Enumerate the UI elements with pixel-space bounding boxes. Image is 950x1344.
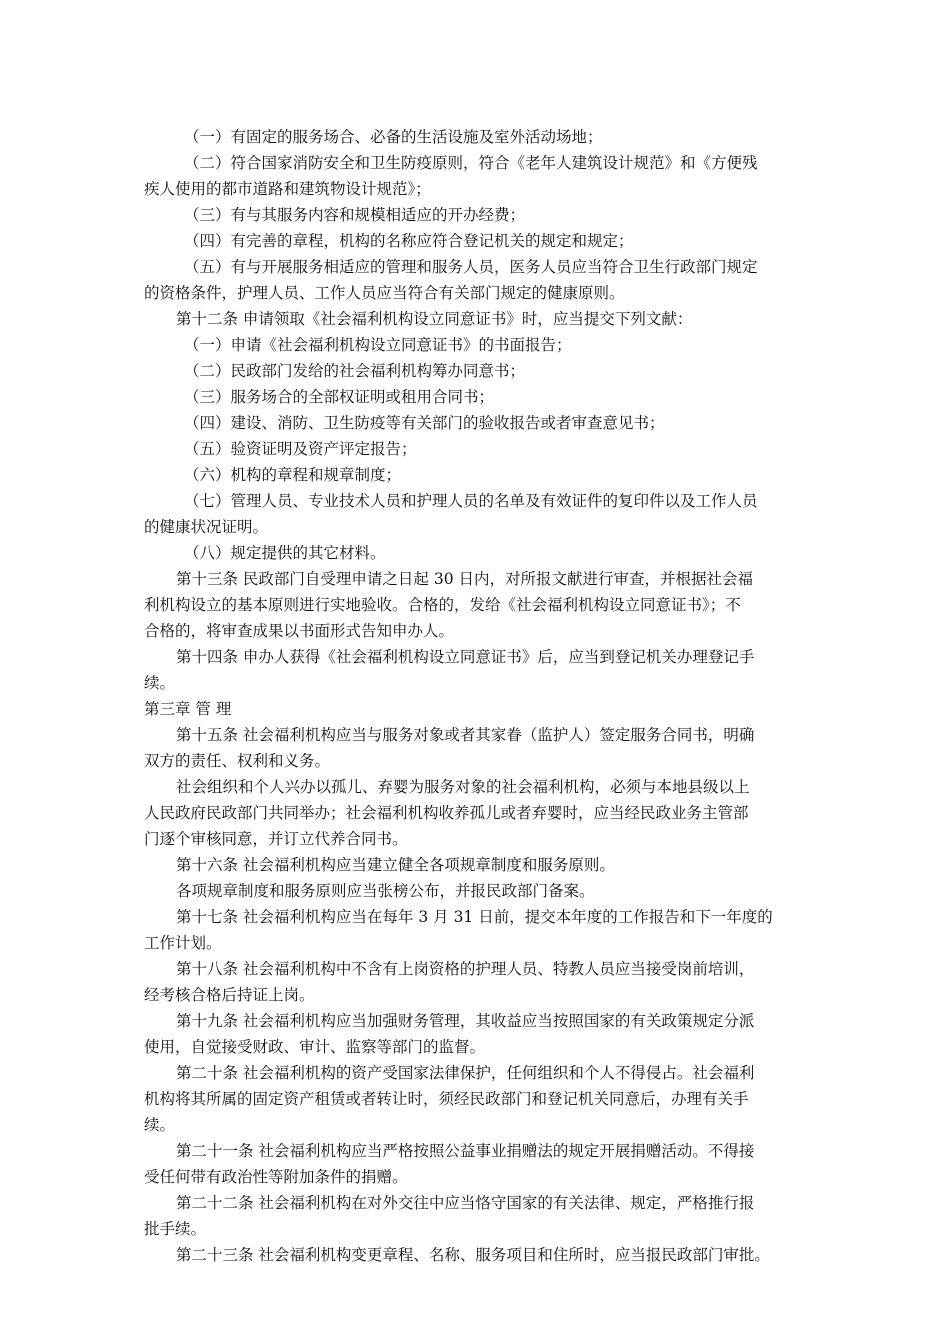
document-line: 双方的责任、权利和义务。 <box>144 752 331 770</box>
document-line: （五）有与开展服务相适应的管理和服务人员，医务人员应当符合卫生行政部门规定 <box>184 258 758 276</box>
document-line: （一）有固定的服务场合、必备的生活设施及室外活动场地； <box>184 128 603 146</box>
document-line: （七）管理人员、专业技术人员和护理人员的名单及有效证件的复印件以及工作人员 <box>184 492 758 510</box>
document-line: （二）民政部门发给的社会福利机构筹办同意书； <box>184 362 526 380</box>
document-line: 受任何带有政治性等附加条件的捐赠。 <box>144 1168 408 1186</box>
document-line: 使用，自觉接受财政、审计、监察等部门的监督。 <box>144 1038 486 1056</box>
document-line: 续。 <box>144 1116 176 1134</box>
document-line: 第二十一条 社会福利机构应当严格按照公益事业捐赠法的规定开展捐赠活动。不得接 <box>176 1142 755 1160</box>
document-line: 利机构设立的基本原则进行实地验收。合格的，发给《社会福利机构设立同意证书》；不 <box>144 596 741 614</box>
document-line: 第三章 管 理 <box>144 700 232 718</box>
document-line: 的健康状况证明。 <box>144 518 269 536</box>
document-body <box>144 124 816 1268</box>
document-line: 第十八条 社会福利机构中不含有上岗资格的护理人员、特教人员应当接受岗前培训， <box>176 960 755 978</box>
document-line: （三）服务场合的全部权证明或租用合同书； <box>184 388 495 406</box>
document-line: 门逐个审核同意，并订立代养合同书。 <box>144 830 408 848</box>
document-line: 续。 <box>144 674 176 692</box>
document-line: 合格的，将审查成果以书面形式告知申办人。 <box>144 622 455 640</box>
document-line: 第十九条 社会福利机构应当加强财务管理，其收益应当按照国家的有关政策规定分派 <box>176 1012 755 1030</box>
document-line: 第十五条 社会福利机构应当与服务对象或者其家眷（监护人）签定服务合同书，明确 <box>176 726 755 744</box>
document-line: （二）符合国家消防安全和卫生防疫原则，符合《老年人建筑设计规范》和《方便残 <box>184 154 758 172</box>
document-line: 的资格条件，护理人员、工作人员应当符合有关部门规定的健康原则。 <box>144 284 625 302</box>
document-line: （四）有完善的章程，机构的名称应符合登记机关的规定和规定； <box>184 232 634 250</box>
document-line: 社会组织和个人兴办以孤儿、弃婴为服务对象的社会福利机构，必须与本地县级以上 <box>176 778 750 796</box>
document-line: 第二十二条 社会福利机构在对外交往中应当恪守国家的有关法律、规定，严格推行报 <box>176 1194 755 1212</box>
document-line: （四）建设、消防、卫生防疫等有关部门的验收报告或者审查意见书； <box>184 414 665 432</box>
document-line: 经考核合格后持证上岗。 <box>144 986 315 1004</box>
document-line: 工作计划。 <box>144 934 222 952</box>
document-line: 第十四条 申办人获得《社会福利机构设立同意证书》后，应当到登记机关办理登记手 <box>176 648 755 666</box>
document-line: 第十七条 社会福利机构应当在每年 3 月 31 日前，提交本年度的工作报告和下一年度的 <box>176 908 773 926</box>
document-line: （五）验资证明及资产评定报告； <box>184 440 417 458</box>
document-line: 人民政府民政部门共同举办；社会福利机构收养孤儿或者弃婴时，应当经民政业务主管部 <box>144 804 749 822</box>
document-line: （一）申请《社会福利机构设立同意证书》的书面报告； <box>184 336 572 354</box>
document-line: 批手续。 <box>144 1220 207 1238</box>
document-line: （六）机构的章程和规章制度； <box>184 466 402 484</box>
document-line: 机构将其所属的固定资产租赁或者转让时，须经民政部门和登记机关同意后，办理有关手 <box>144 1090 749 1108</box>
document-line: （八）规定提供的其它材料。 <box>184 544 386 562</box>
document-line: 第十二条 申请领取《社会福利机构设立同意证书》时，应当提交下列文献： <box>176 310 693 328</box>
document-line: 第十六条 社会福利机构应当建立健全各项规章制度和服务原则。 <box>176 856 615 874</box>
document-line: 疾人使用的都市道路和建筑物设计规范》； <box>144 180 431 198</box>
document-line: 第二十三条 社会福利机构变更章程、名称、服务项目和住所时，应当报民政部门审批。 <box>176 1246 770 1264</box>
document-line: （三）有与其服务内容和规模相适应的开办经费； <box>184 206 526 224</box>
document-line: 各项规章制度和服务原则应当张榜公布，并报民政部门备案。 <box>176 882 595 900</box>
document-line: 第二十条 社会福利机构的资产受国家法律保护，任何组织和个人不得侵占。社会福利 <box>176 1064 755 1082</box>
document-line: 第十三条 民政部门自受理申请之日起 30 日内，对所报文献进行审查，并根据社会福 <box>176 570 754 588</box>
